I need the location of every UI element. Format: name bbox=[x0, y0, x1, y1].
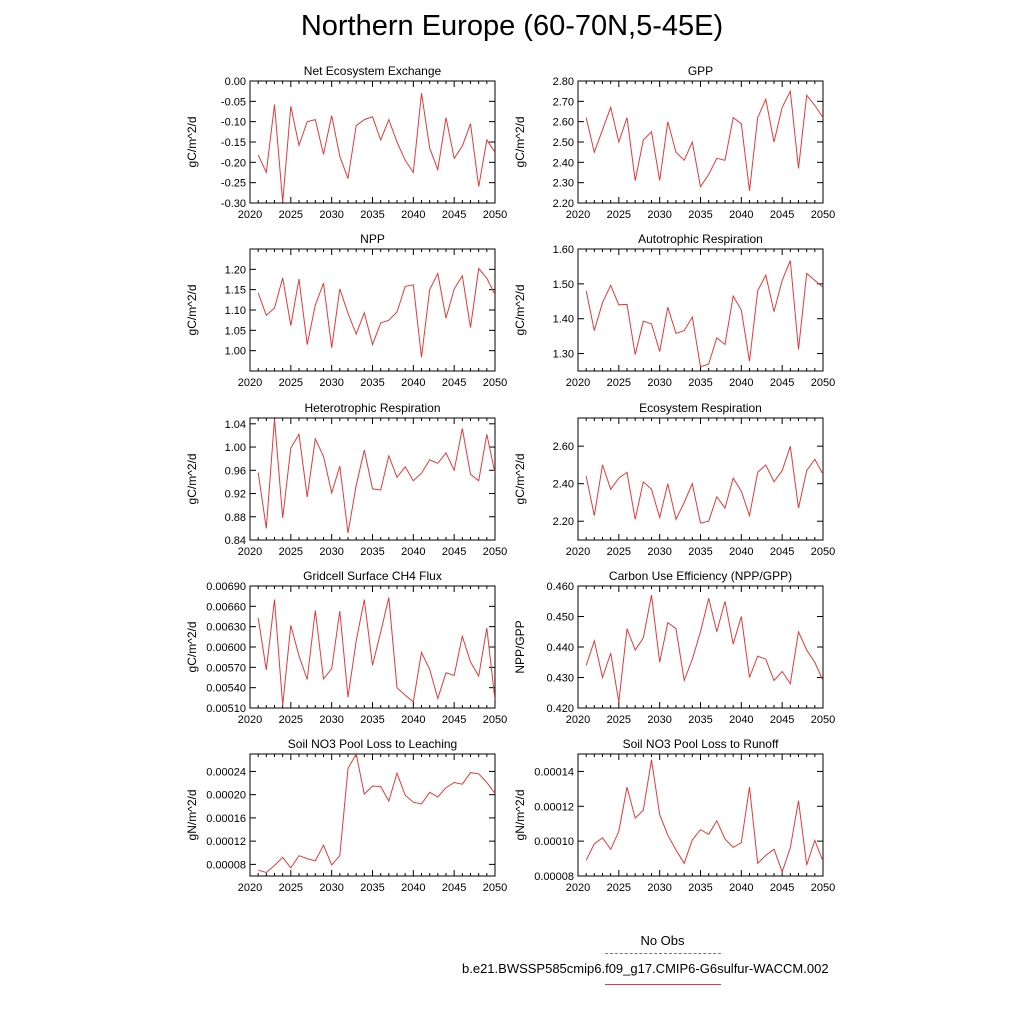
legend-model-label: b.e21.BWSSP585cmip6.f09_g17.CMIP6-G6sulfur-WACCM.002 bbox=[462, 961, 829, 976]
y-tick-label: 1.10 bbox=[224, 305, 246, 317]
y-axis-label: gC/m^2/d bbox=[513, 453, 527, 505]
y-tick-label: 2.40 bbox=[552, 478, 574, 491]
panel-title: Soil NO3 Pool Loss to Leaching bbox=[287, 737, 458, 751]
panel-6 bbox=[513, 401, 835, 558]
x-tick-label: 2050 bbox=[810, 377, 836, 389]
x-tick-label: 2030 bbox=[319, 882, 344, 894]
y-tick-label: 1.60 bbox=[552, 244, 574, 256]
y-axis-label: gC/m^2/d bbox=[185, 284, 199, 336]
plot-frame bbox=[250, 586, 495, 708]
panel-title: Net Ecosystem Exchange bbox=[303, 64, 442, 78]
y-axis-label: gC/m^2/d bbox=[185, 453, 199, 505]
x-tick-label: 2045 bbox=[441, 209, 467, 221]
y-tick-label: 2.80 bbox=[552, 76, 574, 88]
y-tick-label: 1.50 bbox=[552, 278, 574, 291]
y-tick-label: -0.30 bbox=[220, 198, 246, 210]
x-tick-label: 2030 bbox=[319, 377, 344, 389]
x-tick-label: 2035 bbox=[688, 714, 713, 726]
y-tick-label: -0.10 bbox=[220, 116, 246, 129]
series-line bbox=[258, 598, 495, 706]
x-tick-label: 2050 bbox=[482, 546, 508, 558]
y-tick-label: 0.96 bbox=[224, 465, 246, 478]
y-tick-label: 2.30 bbox=[552, 177, 574, 190]
y-tick-label: 2.20 bbox=[552, 198, 574, 210]
y-tick-label: 0.00020 bbox=[206, 789, 246, 802]
x-tick-label: 2030 bbox=[647, 209, 672, 221]
series-line bbox=[258, 419, 495, 533]
y-tick-label: 1.05 bbox=[224, 325, 246, 338]
y-tick-label: 2.70 bbox=[552, 96, 574, 109]
plot-frame bbox=[578, 754, 823, 876]
panel-title: Soil NO3 Pool Loss to Runoff bbox=[622, 737, 779, 751]
x-tick-label: 2030 bbox=[647, 546, 672, 558]
y-tick-label: 0.00570 bbox=[206, 662, 246, 675]
y-tick-label: -0.20 bbox=[220, 157, 246, 170]
y-tick-label: 0.88 bbox=[224, 511, 246, 524]
panel-title: Autotrophic Respiration bbox=[638, 232, 763, 246]
x-tick-label: 2045 bbox=[441, 714, 467, 726]
x-tick-label: 2020 bbox=[237, 882, 263, 894]
x-tick-label: 2020 bbox=[565, 209, 591, 221]
y-axis-label: gC/m^2/d bbox=[513, 284, 527, 336]
x-tick-label: 2040 bbox=[729, 209, 754, 221]
y-tick-label: 0.450 bbox=[546, 611, 574, 624]
panel-4 bbox=[513, 232, 835, 389]
x-tick-label: 2050 bbox=[810, 882, 836, 894]
y-tick-label: 0.440 bbox=[546, 642, 574, 654]
x-tick-label: 2035 bbox=[688, 882, 713, 894]
x-tick-label: 2020 bbox=[237, 546, 263, 558]
y-tick-label: 0.00540 bbox=[206, 682, 246, 695]
panel-title: NPP bbox=[360, 232, 385, 246]
panel-8 bbox=[513, 569, 835, 726]
x-tick-label: 2040 bbox=[729, 377, 754, 389]
x-tick-label: 2025 bbox=[606, 209, 632, 221]
y-tick-label: 0.92 bbox=[224, 488, 246, 501]
x-tick-label: 2025 bbox=[606, 882, 632, 894]
series-line bbox=[586, 261, 823, 367]
panel-7 bbox=[185, 569, 507, 726]
x-tick-label: 2020 bbox=[565, 546, 591, 558]
panel-3 bbox=[185, 232, 507, 389]
x-tick-label: 2040 bbox=[401, 714, 426, 726]
x-tick-label: 2045 bbox=[441, 377, 467, 389]
y-tick-label: -0.25 bbox=[220, 177, 246, 190]
x-tick-label: 2045 bbox=[441, 546, 467, 558]
x-tick-label: 2030 bbox=[319, 546, 344, 558]
x-tick-label: 2030 bbox=[647, 714, 672, 726]
y-tick-label: 1.15 bbox=[224, 284, 246, 297]
y-tick-label: 0.430 bbox=[546, 672, 574, 685]
x-tick-label: 2030 bbox=[647, 377, 672, 389]
x-tick-label: 2050 bbox=[810, 714, 836, 726]
legend-model-line bbox=[605, 984, 721, 985]
y-tick-label: 0.00600 bbox=[206, 642, 246, 654]
x-tick-label: 2025 bbox=[278, 546, 304, 558]
y-tick-label: 1.40 bbox=[552, 313, 574, 326]
x-tick-label: 2040 bbox=[401, 546, 426, 558]
y-tick-label: 1.20 bbox=[224, 264, 246, 277]
y-tick-label: 0.00690 bbox=[206, 581, 246, 593]
series-line bbox=[586, 760, 823, 872]
panel-5 bbox=[185, 401, 507, 558]
x-tick-label: 2025 bbox=[278, 714, 304, 726]
x-tick-label: 2025 bbox=[278, 377, 304, 389]
y-axis-label: gC/m^2/d bbox=[185, 116, 199, 168]
x-tick-label: 2035 bbox=[688, 546, 713, 558]
y-tick-label: 1.00 bbox=[224, 345, 246, 358]
x-tick-label: 2045 bbox=[441, 882, 467, 894]
y-tick-label: -0.15 bbox=[220, 137, 246, 149]
series-line bbox=[258, 93, 495, 202]
plot-frame bbox=[250, 81, 495, 203]
y-axis-label: gC/m^2/d bbox=[513, 116, 527, 168]
y-axis-label: gN/m^2/d bbox=[185, 789, 199, 841]
x-tick-label: 2050 bbox=[482, 209, 508, 221]
y-tick-label: 0.00012 bbox=[534, 801, 574, 814]
x-tick-label: 2040 bbox=[729, 546, 754, 558]
panel-title: GPP bbox=[687, 64, 714, 78]
x-tick-label: 2040 bbox=[729, 882, 754, 894]
panel-title: Ecosystem Respiration bbox=[639, 401, 762, 415]
y-tick-label: 0.00510 bbox=[206, 703, 246, 715]
x-tick-label: 2035 bbox=[360, 546, 385, 558]
x-tick-label: 2035 bbox=[688, 209, 713, 221]
x-tick-label: 2050 bbox=[482, 882, 508, 894]
x-tick-label: 2025 bbox=[278, 209, 304, 221]
y-tick-label: 0.00016 bbox=[206, 812, 246, 825]
panel-title: Carbon Use Efficiency (NPP/GPP) bbox=[608, 569, 793, 583]
x-tick-label: 2025 bbox=[606, 546, 632, 558]
y-tick-label: 0.00012 bbox=[206, 836, 246, 849]
y-axis-label: gC/m^2/d bbox=[185, 621, 199, 673]
y-tick-label: 0.460 bbox=[546, 581, 574, 593]
x-tick-label: 2025 bbox=[278, 882, 304, 894]
x-tick-label: 2035 bbox=[360, 377, 385, 389]
x-tick-label: 2050 bbox=[810, 209, 836, 221]
x-tick-label: 2035 bbox=[360, 714, 385, 726]
x-tick-label: 2020 bbox=[565, 714, 591, 726]
series-line bbox=[586, 595, 823, 702]
panel-2 bbox=[513, 64, 835, 221]
plot-frame bbox=[250, 249, 495, 371]
x-tick-label: 2020 bbox=[565, 882, 591, 894]
x-tick-label: 2035 bbox=[360, 209, 385, 221]
series-line bbox=[586, 446, 823, 523]
legend-obs-label: No Obs bbox=[640, 933, 685, 948]
y-tick-label: 0.00630 bbox=[206, 621, 246, 634]
y-tick-label: 0.420 bbox=[546, 703, 574, 715]
x-tick-label: 2025 bbox=[606, 377, 632, 389]
figure-title: Northern Europe (60-70N,5-45E) bbox=[300, 10, 724, 42]
y-tick-label: 2.60 bbox=[552, 441, 574, 454]
x-tick-label: 2025 bbox=[606, 714, 632, 726]
x-tick-label: 2035 bbox=[688, 377, 713, 389]
y-tick-label: 2.20 bbox=[552, 516, 574, 529]
y-tick-label: 0.00 bbox=[224, 76, 246, 88]
x-tick-label: 2020 bbox=[237, 209, 263, 221]
x-tick-label: 2040 bbox=[401, 377, 426, 389]
x-tick-label: 2020 bbox=[237, 377, 263, 389]
y-tick-label: 1.00 bbox=[224, 442, 246, 455]
panel-9 bbox=[185, 737, 507, 894]
x-tick-label: 2045 bbox=[769, 546, 795, 558]
y-tick-label: 0.00008 bbox=[206, 859, 246, 872]
y-tick-label: 0.00008 bbox=[534, 871, 574, 883]
y-tick-label: 2.40 bbox=[552, 157, 574, 170]
x-tick-label: 2030 bbox=[319, 209, 344, 221]
series-line bbox=[586, 91, 823, 191]
panel-title: Gridcell Surface CH4 Flux bbox=[303, 569, 442, 583]
plot-frame bbox=[578, 586, 823, 708]
x-tick-label: 2050 bbox=[810, 546, 836, 558]
y-tick-label: 0.00014 bbox=[534, 766, 574, 779]
x-tick-label: 2045 bbox=[769, 377, 795, 389]
x-tick-label: 2045 bbox=[769, 209, 795, 221]
x-tick-label: 2035 bbox=[360, 882, 385, 894]
panel-1 bbox=[185, 64, 507, 221]
y-tick-label: 0.00660 bbox=[206, 601, 246, 614]
y-tick-label: 2.50 bbox=[552, 137, 574, 149]
series-line bbox=[258, 269, 495, 358]
x-tick-label: 2040 bbox=[729, 714, 754, 726]
y-tick-label: 1.30 bbox=[552, 348, 574, 361]
x-tick-label: 2045 bbox=[769, 714, 795, 726]
y-tick-label: 2.60 bbox=[552, 116, 574, 129]
series-line bbox=[258, 754, 495, 873]
x-tick-label: 2020 bbox=[237, 714, 263, 726]
plot-frame bbox=[250, 754, 495, 876]
y-tick-label: 0.84 bbox=[224, 535, 246, 547]
x-tick-label: 2030 bbox=[647, 882, 672, 894]
x-tick-label: 2030 bbox=[319, 714, 344, 726]
panel-title: Heterotrophic Respiration bbox=[304, 401, 441, 415]
y-tick-label: 0.00024 bbox=[206, 766, 246, 779]
x-tick-label: 2050 bbox=[482, 714, 508, 726]
x-tick-label: 2040 bbox=[401, 882, 426, 894]
y-axis-label: NPP/GPP bbox=[513, 620, 527, 674]
x-tick-label: 2020 bbox=[565, 377, 591, 389]
x-tick-label: 2045 bbox=[769, 882, 795, 894]
y-tick-label: 0.00010 bbox=[534, 836, 574, 849]
y-axis-label: gN/m^2/d bbox=[513, 789, 527, 841]
x-tick-label: 2050 bbox=[482, 377, 508, 389]
legend-obs-line bbox=[605, 953, 721, 954]
y-tick-label: 1.04 bbox=[224, 418, 246, 431]
plot-frame bbox=[578, 249, 823, 371]
y-tick-label: -0.05 bbox=[220, 96, 246, 109]
panel-10 bbox=[513, 737, 835, 894]
x-tick-label: 2040 bbox=[401, 209, 426, 221]
